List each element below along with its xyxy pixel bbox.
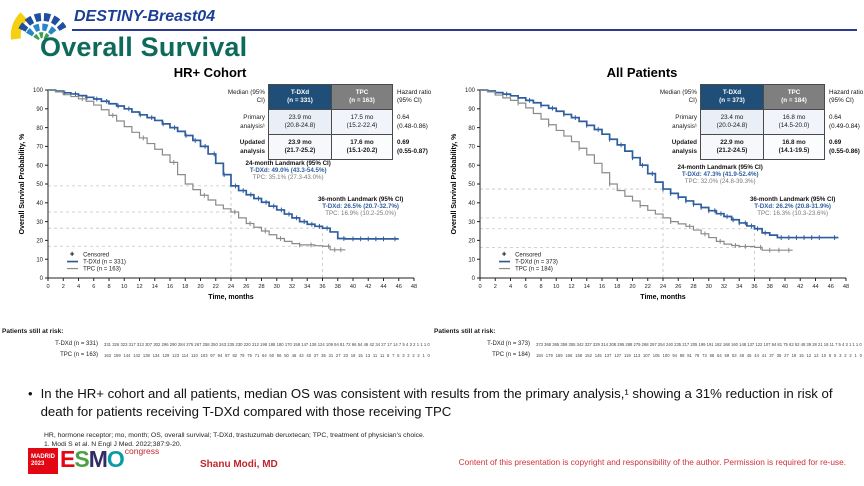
svg-text:36-month Landmark (95% CI): 36-month Landmark (95% CI) — [749, 195, 836, 203]
svg-text:40: 40 — [349, 284, 357, 290]
svg-text:10: 10 — [36, 257, 43, 264]
svg-text:24-month Landmark (95% CI): 24-month Landmark (95% CI) — [677, 163, 763, 171]
svg-text:50: 50 — [468, 182, 475, 189]
svg-text:26: 26 — [243, 284, 250, 290]
svg-text:46: 46 — [827, 284, 834, 290]
svg-text:24-month Landmark (95% CI): 24-month Landmark (95% CI) — [245, 160, 331, 168]
svg-text:16: 16 — [598, 284, 606, 290]
svg-text:Time, months: Time, months — [208, 294, 254, 301]
results-table-all-patients — [653, 84, 864, 160]
svg-text:32: 32 — [720, 284, 728, 290]
svg-text:44: 44 — [812, 284, 819, 290]
table-cell: 23.9 mo (21.7-25.2) — [268, 135, 332, 160]
svg-text:TPC: 16.3% (10.3-23.6%): TPC: 16.3% (10.3-23.6%) — [757, 209, 829, 217]
svg-text:12: 12 — [568, 284, 575, 290]
svg-text:80: 80 — [468, 125, 475, 132]
table-cell-hazard-ratio: 0.64 (0.49-0.84) — [829, 114, 860, 130]
table-cell-hazard-ratio: 0.64 (0.48-0.86) — [397, 114, 428, 130]
svg-text:T-DXd: 26.2% (20.8-31.9%): T-DXd: 26.2% (20.8-31.9%) — [754, 202, 831, 210]
svg-text:34: 34 — [736, 284, 743, 290]
table-row-label: Updated analysis — [239, 139, 265, 155]
table-cell: 16.8 mo (14.5-20.0) — [764, 110, 825, 135]
svg-text:10: 10 — [553, 284, 560, 290]
svg-text:T-DXd: 26.5% (20.7-32.7%): T-DXd: 26.5% (20.7-32.7%) — [322, 202, 399, 210]
svg-text:70: 70 — [468, 144, 475, 151]
svg-text:20: 20 — [629, 284, 636, 290]
svg-text:100: 100 — [32, 88, 43, 95]
table-header-hazard-ratio: Hazard ratio (95% CI) — [397, 88, 432, 104]
study-name: DESTINY-Breast04 — [74, 8, 216, 25]
table-cell: 17.6 mo (15.1-20.2) — [332, 135, 393, 160]
at-risk-row-tpc: TPC (n = 163) 163 159 144 142 138 134 129 123 114 110 103 97 94 87 82 79 75 71 64 60 56 50 46 43 40 37 35 31 27 23 19 15 13 11 11 8 7 5 3 2 2 2 1 0 — [60, 352, 430, 358]
results-table-hr-cohort — [221, 84, 443, 160]
svg-text:10: 10 — [121, 284, 128, 290]
svg-text:24: 24 — [659, 284, 667, 290]
svg-text:50: 50 — [36, 182, 43, 189]
svg-text:34: 34 — [304, 284, 311, 290]
key-finding-bullet: • In the HR+ cohort and all patients, median OS was consistent with results from the primary analysis,¹ showing a 31% reduction in risk of death for patients receiving T-DXd compared with those receiving TPC — [28, 386, 833, 419]
svg-text:Overall Survival Probability,: Overall Survival Probability, % — [451, 133, 458, 235]
svg-text:4: 4 — [76, 284, 81, 290]
svg-text:36-month Landmark (95% CI): 36-month Landmark (95% CI) — [317, 195, 404, 203]
table-cell: 17.5 mo (15.2-22.4) — [332, 110, 393, 135]
svg-text:6: 6 — [92, 284, 96, 290]
svg-text:TPC: 35.1% (27.3-43.0%): TPC: 35.1% (27.3-43.0%) — [252, 174, 324, 182]
svg-text:42: 42 — [365, 284, 372, 290]
table-cell-hazard-ratio: 0.69 (0.55-0.86) — [829, 139, 860, 155]
svg-text:14: 14 — [583, 284, 590, 290]
table-corner-label: Median (95% CI) — [227, 88, 265, 104]
table-corner-label: Median (95% CI) — [659, 88, 697, 104]
svg-text:36: 36 — [319, 284, 326, 290]
svg-text:16: 16 — [166, 284, 174, 290]
svg-text:Time, months: Time, months — [640, 294, 686, 301]
table-header-tdxd: T-DXd (n = 331) — [268, 84, 332, 110]
esmo-wordmark: ESMO — [60, 446, 124, 472]
svg-text:80: 80 — [36, 125, 43, 132]
at-risk-row-tdxd: T-DXd (n = 373) 373 368 365 359 355 342 337 329 314 308 295 288 279 268 257 254 240 235 217 205 199 191 182 168 160 148 137 122 107 94 81 75 62 52 48 39 28 21 18 11 7 5 4 3 1 1 1 0 — [487, 341, 862, 347]
svg-text:90: 90 — [36, 107, 43, 113]
svg-text:0: 0 — [39, 276, 43, 283]
chart-title: All Patients — [606, 65, 678, 80]
svg-text:2: 2 — [61, 284, 65, 290]
svg-text:40: 40 — [781, 284, 789, 290]
svg-text:28: 28 — [258, 284, 265, 290]
table-header-tpc: TPC (n = 184) — [764, 84, 825, 110]
svg-text:0: 0 — [478, 284, 482, 290]
at-risk-row-tdxd: T-DXd (n = 331) 331 326 323 317 313 307 302 296 290 284 275 267 258 250 243 235 230 220 212 198 188 180 170 158 147 136 124 109 94 81 72 66 54 46 42 34 27 17 14 7 5 4 3 2 1 1 1 0 — [55, 341, 430, 347]
svg-text:100: 100 — [464, 88, 475, 95]
svg-text:60: 60 — [36, 163, 43, 170]
svg-text:18: 18 — [614, 284, 621, 290]
svg-text:8: 8 — [539, 284, 543, 290]
at-risk-table-all-patients — [434, 328, 862, 363]
table-header-tdxd: T-DXd (n = 373) — [700, 84, 764, 110]
svg-text:46: 46 — [395, 284, 402, 290]
svg-text:20: 20 — [36, 238, 43, 245]
svg-text:20: 20 — [468, 238, 475, 245]
svg-text:22: 22 — [212, 284, 219, 290]
svg-text:14: 14 — [151, 284, 158, 290]
svg-text:26: 26 — [675, 284, 682, 290]
svg-text:30: 30 — [273, 284, 280, 290]
at-risk-row-tpc: TPC (n = 184) 184 179 169 166 158 152 145 137 127 119 113 107 105 100 94 88 81 76 73 68 64 59 53 48 45 44 41 37 35 27 19 15 12 12 10 8 5 3 2 2 1 0 — [492, 352, 862, 358]
svg-text:70: 70 — [36, 144, 43, 151]
chart-panel-hr-cohort — [0, 60, 432, 328]
svg-text:60: 60 — [468, 163, 475, 170]
svg-text:+: + — [69, 249, 75, 259]
table-row-label: Primary analysis¹ — [240, 114, 265, 130]
svg-text:28: 28 — [690, 284, 697, 290]
abbreviations: HR, hormone receptor; mo, month; OS, overall survival; T-DXd, trastuzumab deruxtecan; TPC, treatment of physician's choice. — [44, 432, 425, 439]
svg-text:0: 0 — [471, 276, 475, 283]
svg-text:Censored: Censored — [83, 252, 110, 259]
esmo-congress-logo — [28, 448, 159, 474]
svg-text:24: 24 — [227, 284, 235, 290]
reference: 1. Modi S et al. N Engl J Med. 2022;387:9-20. — [44, 441, 182, 449]
header-rule — [72, 29, 857, 31]
table-row-label: Primary analysis¹ — [672, 114, 697, 130]
congress-label: congress — [124, 446, 160, 456]
svg-text:Censored: Censored — [515, 252, 542, 259]
svg-text:30: 30 — [705, 284, 712, 290]
svg-text:10: 10 — [468, 257, 475, 264]
page-title: Overall Survival — [40, 32, 248, 62]
chart-panel-all-patients — [432, 60, 864, 328]
table-cell: 23.4 mo (20.0-24.8) — [700, 110, 764, 135]
svg-text:90: 90 — [468, 107, 475, 113]
svg-text:+: + — [501, 249, 507, 259]
svg-text:T-DXd: 49.0% (43.3-54.5%): T-DXd: 49.0% (43.3-54.5%) — [249, 167, 327, 175]
svg-text:18: 18 — [182, 284, 189, 290]
svg-text:20: 20 — [197, 284, 204, 290]
table-cell: 23.9 mo (20.8-24.8) — [268, 110, 332, 135]
svg-text:8: 8 — [107, 284, 111, 290]
svg-text:Overall Survival Probability,: Overall Survival Probability, % — [19, 133, 26, 235]
table-header-tpc: TPC (n = 163) — [332, 84, 393, 110]
footer — [0, 444, 864, 486]
svg-text:2: 2 — [493, 284, 497, 290]
svg-text:48: 48 — [410, 284, 418, 290]
svg-text:T-DXd (n = 331): T-DXd (n = 331) — [83, 259, 126, 266]
svg-text:TPC: 16.9% (10.2-25.0%): TPC: 16.9% (10.2-25.0%) — [325, 209, 397, 217]
svg-text:36: 36 — [751, 284, 758, 290]
esmo-madrid-badge: MADRID 2023 — [28, 448, 58, 474]
svg-text:12: 12 — [136, 284, 143, 290]
table-row-label: Updated analysis — [671, 139, 697, 155]
svg-text:32: 32 — [288, 284, 296, 290]
svg-text:38: 38 — [766, 284, 773, 290]
at-risk-table-hr-cohort — [2, 328, 430, 363]
table-cell: 16.8 mo (14.1-19.5) — [764, 135, 825, 160]
svg-text:40: 40 — [468, 201, 475, 207]
svg-text:30: 30 — [36, 219, 43, 226]
svg-text:T-DXd (n = 373): T-DXd (n = 373) — [515, 259, 558, 266]
table-cell: 22.9 mo (21.2-24.5) — [700, 135, 764, 160]
svg-text:6: 6 — [524, 284, 528, 290]
copyright-notice: Content of this presentation is copyright and responsibility of the author. Permission is required for re-use. — [458, 457, 846, 467]
svg-text:T-DXd: 47.3% (41.9-52.4%): T-DXd: 47.3% (41.9-52.4%) — [681, 170, 759, 178]
svg-text:40: 40 — [36, 201, 43, 207]
svg-text:0: 0 — [46, 284, 50, 290]
svg-text:30: 30 — [468, 219, 475, 226]
table-header-hazard-ratio: Hazard ratio (95% CI) — [829, 88, 864, 104]
svg-text:48: 48 — [842, 284, 850, 290]
svg-text:TPC (n = 184): TPC (n = 184) — [515, 266, 553, 273]
svg-text:44: 44 — [380, 284, 387, 290]
svg-text:38: 38 — [334, 284, 341, 290]
chart-title: HR+ Cohort — [173, 65, 247, 80]
svg-text:TPC: 32.0% (24.8-39.3%): TPC: 32.0% (24.8-39.3%) — [684, 177, 756, 185]
bullet-marker: • — [28, 386, 33, 401]
svg-text:4: 4 — [508, 284, 513, 290]
at-risk-title: Patients still at risk: — [2, 328, 64, 335]
at-risk-title: Patients still at risk: — [434, 328, 496, 335]
svg-text:TPC (n = 163): TPC (n = 163) — [83, 266, 121, 273]
svg-text:22: 22 — [644, 284, 651, 290]
svg-text:42: 42 — [797, 284, 804, 290]
presenter-name: Shanu Modi, MD — [200, 459, 278, 470]
table-cell-hazard-ratio: 0.69 (0.55-0.87) — [397, 139, 428, 155]
